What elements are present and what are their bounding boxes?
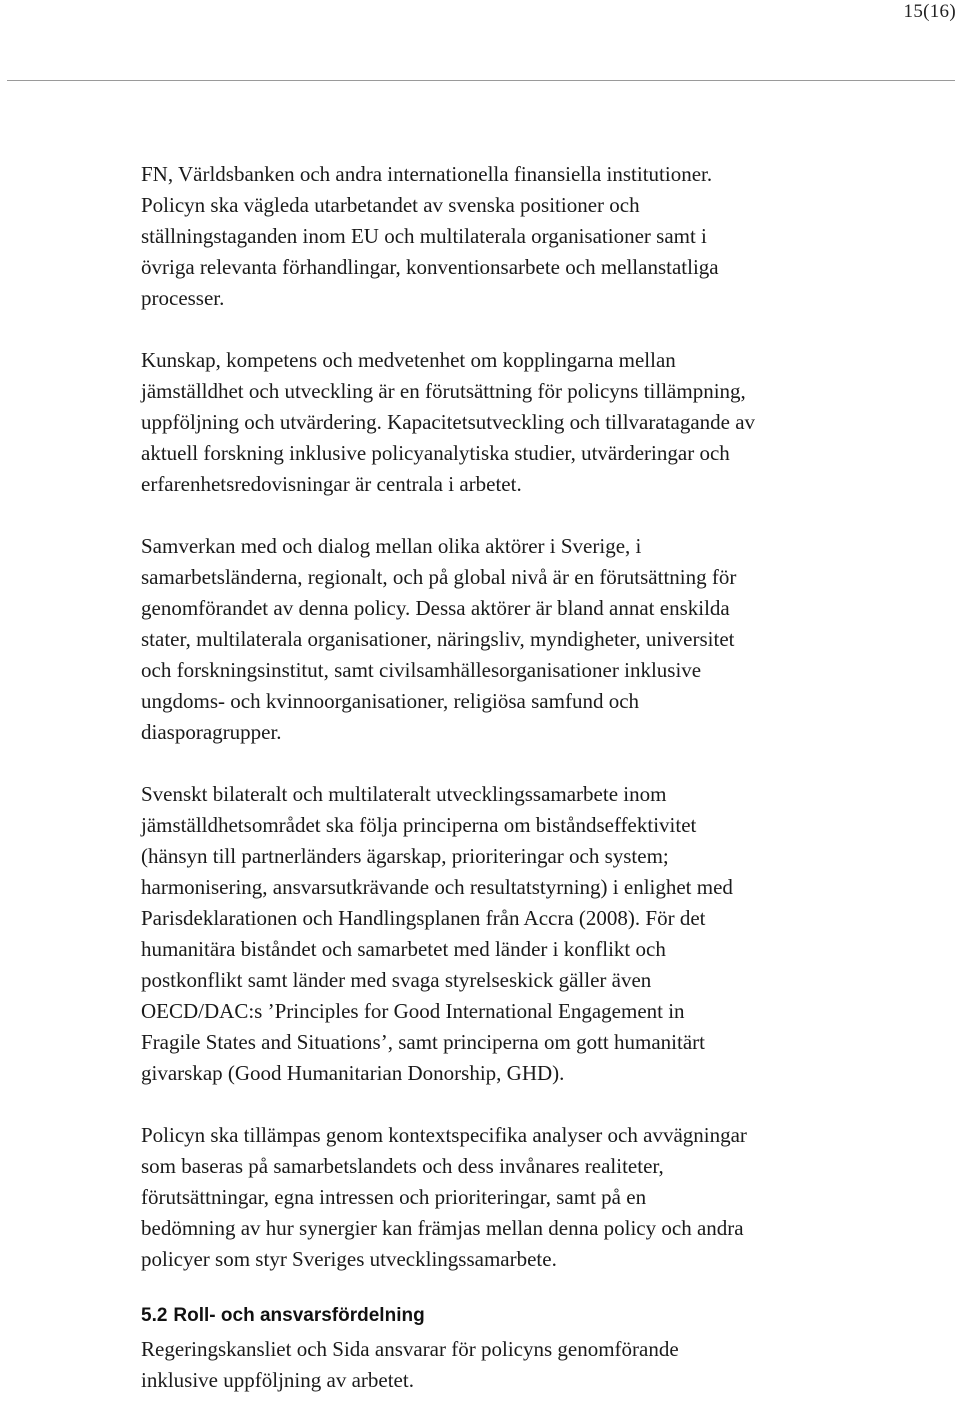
text-line: (hänsyn till partnerländers ägarskap, prioriteringar och system; bbox=[141, 844, 669, 868]
text-line: givarskap (Good Humanitarian Donorship, GHD). bbox=[141, 1061, 565, 1085]
section-title: Roll- och ansvarsfördelning bbox=[173, 1305, 425, 1326]
text-line: som baseras på samarbetslandets och dess invånares realiteter, bbox=[141, 1154, 664, 1178]
text-line: uppföljning och utvärdering. Kapacitetsutveckling och tillvaratagande av bbox=[141, 410, 756, 434]
text-line: övriga relevanta förhandlingar, konventionsarbete och mellanstatliga bbox=[141, 255, 719, 279]
text-line: och forskningsinstitut, samt civilsamhällesorganisationer inklusive bbox=[141, 658, 702, 682]
text-line: Policyn ska tillämpas genom kontextspecifika analyser och avvägningar bbox=[141, 1123, 747, 1147]
text-line: Samverkan med och dialog mellan olika aktörer i Sverige, i bbox=[141, 534, 642, 558]
paragraph-knowledge bbox=[141, 345, 881, 500]
text-line: humanitära biståndet och samarbetet med länder i konflikt och bbox=[141, 937, 666, 961]
text-line: inklusive uppföljning av arbetet. bbox=[141, 1368, 414, 1392]
header-divider bbox=[7, 80, 955, 81]
text-line: jämställdhetsområdet ska följa principerna om biståndseffektivitet bbox=[141, 813, 697, 837]
text-line: OECD/DAC:s ’Principles for Good International Engagement in bbox=[141, 999, 685, 1023]
document-body bbox=[141, 159, 881, 1396]
text-line: erfarenhetsredovisningar är centrala i arbetet. bbox=[141, 472, 522, 496]
paragraph-context-analysis bbox=[141, 1120, 881, 1275]
text-line: policyer som styr Sveriges utvecklingssamarbete. bbox=[141, 1247, 557, 1271]
text-line: ungdoms- och kvinnoorganisationer, religiösa samfund och bbox=[141, 689, 640, 713]
text-line: jämställdhet och utveckling är en förutsättning för policyns tillämpning, bbox=[141, 379, 746, 403]
text-line: samarbetsländerna, regionalt, och på global nivå är en förutsättning för bbox=[141, 565, 737, 589]
text-line: genomförandet av denna policy. Dessa aktörer är bland annat enskilda bbox=[141, 596, 730, 620]
text-line: processer. bbox=[141, 286, 225, 310]
paragraph-policy-scope bbox=[141, 159, 881, 314]
text-line: bedömning av hur synergier kan främjas mellan denna policy och andra bbox=[141, 1216, 744, 1240]
section-number: 5.2 bbox=[141, 1305, 168, 1326]
section-heading bbox=[141, 1304, 881, 1328]
text-line: diasporagrupper. bbox=[141, 720, 282, 744]
text-line: harmonisering, ansvarsutkrävande och resultatstyrning) i enlighet med bbox=[141, 875, 733, 899]
text-line: postkonflikt samt länder med svaga styrelseskick gäller även bbox=[141, 968, 652, 992]
text-line: stater, multilaterala organisationer, näringsliv, myndigheter, universitet bbox=[141, 627, 735, 651]
text-line: Svenskt bilateralt och multilateralt utvecklingssamarbete inom bbox=[141, 782, 667, 806]
page-number: 15(16) bbox=[903, 1, 956, 22]
text-line: Regeringskansliet och Sida ansvarar för policyns genomförande bbox=[141, 1337, 679, 1361]
text-line: aktuell forskning inklusive policyanalytiska studier, utvärderingar och bbox=[141, 441, 730, 465]
paragraph-aid-effectiveness bbox=[141, 779, 881, 1089]
text-line: Policyn ska vägleda utarbetandet av svenska positioner och bbox=[141, 193, 640, 217]
text-line: FN, Världsbanken och andra internationella finansiella institutioner. bbox=[141, 162, 713, 186]
text-line: ställningstaganden inom EU och multilaterala organisationer samt i bbox=[141, 224, 707, 248]
paragraph-roles bbox=[141, 1334, 881, 1396]
text-line: Parisdeklarationen och Handlingsplanen från Accra (2008). För det bbox=[141, 906, 706, 930]
text-line: förutsättningar, egna intressen och prioriteringar, samt på en bbox=[141, 1185, 647, 1209]
text-line: Fragile States and Situations’, samt principerna om gott humanitärt bbox=[141, 1030, 705, 1054]
text-line: Kunskap, kompetens och medvetenhet om kopplingarna mellan bbox=[141, 348, 676, 372]
paragraph-cooperation bbox=[141, 531, 881, 748]
